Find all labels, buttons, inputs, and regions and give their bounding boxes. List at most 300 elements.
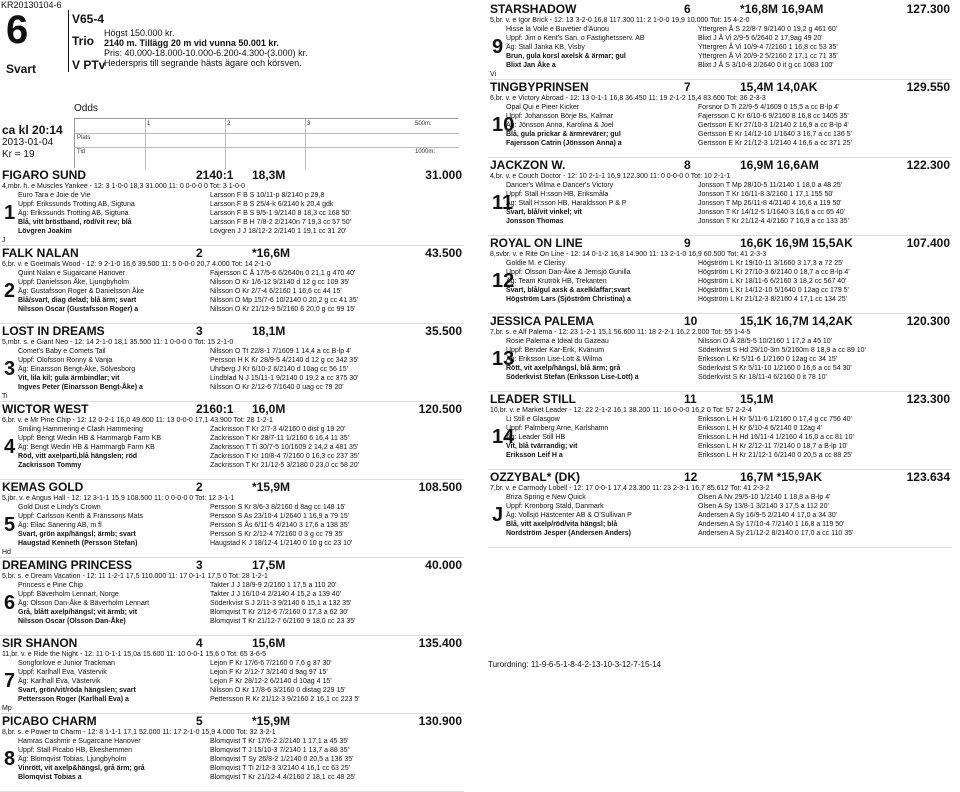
race-history-row: Jonsson T Kr 14/12-5 1/1640 3 16,6 a cc 65 40' [698,209,846,216]
driver-line: Högström Lars (Sjöström Christina) a [506,296,631,303]
horse-info: 6,br. v. e Victory Abroad - 12: 13 0-1-1 16,8 36.450 11: 19 2-1-2 15,4 83.600 Tot: 36 2-3-3 [490,95,766,102]
driver-line: Pettersson Roger (Karlhall Eva) a [18,696,129,703]
race-history-row: Jonsson T Kr 21/12-4 4/2160 7 16,9 a cc 133 35' [698,218,849,225]
breeder-line: Uppf: Johansson Börje Bs, Kalmar [506,113,613,120]
pedigree-block [506,103,696,148]
left-entries [0,168,464,792]
track-code: Ti [2,393,8,400]
race-history-row: Högström L Kr 18/11-6 6/2160 3 18,2 cc 567 40' [698,278,847,285]
horse-name: TINGBYPRINSEN [490,80,589,94]
horse-entry [488,470,952,548]
entry-header [488,392,952,406]
owner-line: Äg: Leader Still HB [506,434,566,441]
horse-entry [488,392,952,470]
post-position: 2 [4,280,16,302]
race-history-row: Nilsson O Kr 21/12-9 5/2160 6 20,0 g cc 99 15' [210,306,356,313]
horse-earnings: 108.500 [418,480,462,494]
track-code: J [2,237,6,244]
pedigree-block [18,503,208,548]
horse-name: ROYAL ON LINE [490,236,583,250]
horse-info: 5,br. s. e Dream Vacation - 12: 11 1-2-1 17,5 110.000 11: 17 0-1-1 17,5 0 Tot: 28 1-2-1 [2,573,268,580]
colors-line: Svart, grön/vit/röda hängslen; svart [18,687,136,694]
horse-record: 16,0M [252,402,286,416]
horse-entry [0,168,464,246]
post-position: 3 [4,358,16,380]
horse-record: *16,6M [252,246,291,260]
dam-line: Quint Nalan e Sugarcane Hanover [18,270,126,277]
entry-header [488,314,952,328]
horse-start-number: 4 [196,636,203,650]
race-history-row: Persson S Kr 8/6-3 8/2160 d 8ag cc 148 15' [210,504,346,511]
horse-earnings: 31.000 [425,168,462,182]
horse-record: *16,8M 16,9AM [740,2,824,16]
entry-header [0,480,464,494]
race-history-row: Blomqvist T Kr 21/12-4 4/2160 2 18,1 cc 48 25' [210,774,356,781]
race-history-row: Jonsson T Mp 28/10-5 11/2140 1 18,0 a 48 25' [698,182,843,189]
horse-info: 6,br. v. e Mr Pine Chip - 12: 12 0-2-1 16,0 49.600 11: 13 0-0-0 17,1 43.900 Tot: 28 1-2-1 [2,417,273,424]
dam-line: Hamras Cashmir e Sugarcane Hanover [18,738,141,745]
pedigree-block [506,415,696,460]
horse-info: 5,br. v. e Igor Brick - 12: 13 3-2-0 16,8 117.300 11: 2 1-0-0 19,9 10.000 Tot: 15 4-2-0 [490,17,750,24]
horse-entry [488,236,952,314]
horse-earnings: 120.300 [906,314,950,328]
race-history-row: Olsen A Sy 13/8-1 3/2140 3 17,5 a 112 20' [698,503,829,510]
breeder-line: Uppf: Erikssunds Trotting AB, Sigtuna [18,201,135,208]
pedigree-block [506,25,696,70]
race-history [210,191,462,236]
race-history [698,259,950,304]
entry-header [488,80,952,94]
colors-line: Vit, blå tvärrandig; vit [506,443,578,450]
horse-name: FIGARO SUND [2,168,86,182]
horse-record: 16,9M 16,6AM [740,158,819,172]
race-history-row: Forsnor D Ti 22/9-5 4/1609 0 15,5 a cc B-lp 4' [698,104,840,111]
horse-info: 4,br. v. e Couch Doctor - 12: 10 2-1-1 16,9 122.300 11: 0 0-0-0 0 Tot: 10 2-1-1 [490,173,731,180]
colors-line: Blå, gula prickar & ärmrevärer; gul [506,131,621,138]
horse-name: LOST IN DREAMS [2,324,105,338]
horse-start-number: 10 [684,314,698,328]
race-history-row: Lindblad N J 15/11-1 9/2140 0 19,2 a cc 375 30' [210,375,359,382]
grid-label-500m: 500m: [415,121,432,127]
horse-info: 6,br. v. e Goetmals Wood - 12: 9 2-1-0 16,6 39.500 11: 5 0-0-0 20,7 4.000 Tot: 14 2-1-0 [2,261,271,268]
driver-line: Lövgren Joakim [18,228,72,235]
horse-start-number: 2 [196,246,203,260]
track-code: Hd [2,549,11,556]
entry-header [0,636,464,650]
race-history-row: Eriksson L Kr 5/11-6 1/2160 0 12ag cc 34 15' [698,356,838,363]
race-history-row: Yttergren Å Vi 10/9-4 7/2160 1 16,8 cc 53 35' [698,44,838,51]
driver-line: Eriksson Leif H a [506,452,563,459]
post-position: 7 [4,670,16,692]
post-position: 5 [4,514,16,536]
entry-header [0,246,464,260]
entry-header [488,158,952,172]
horse-earnings: 135.400 [418,636,462,650]
grid-label-1000m: 1000m: [415,149,436,155]
owner-line: Äg: Blomqvist Tobias, Ljungbyholm [18,756,127,763]
entry-body [488,337,952,391]
horse-earnings: 129.550 [906,80,950,94]
game-label: V65-4 [72,12,105,26]
dam-line: Princess e Pine Chip [18,582,83,589]
race-number: 6 [6,8,29,52]
post-position: 11 [492,192,514,214]
grid-line [145,119,146,169]
race-history-row: Eriksson L H Kr 5/11-6 1/2160 0 17,4 g cc 756 40' [698,416,852,423]
horse-name: SIR SHANON [2,636,78,650]
race-history-row: Larsson F B S 9/5-1 9/2140 8 18,3 cc 168 50' [210,210,351,217]
post-position: 4 [4,436,16,458]
race-history [210,581,462,626]
entry-body [0,659,464,713]
race-history-row: Lövgren J J 18/12-2 2/2140 1 19,1 cc 31 20' [210,228,347,235]
race-history-row: Blomqvist T J 15/10-3 7/2140 1 13,7 a 88 35' [210,747,349,754]
race-history [698,415,950,460]
breeder-line: Uppf: Bengt Wedin HB & Hammargb Farm KB [18,435,162,442]
horse-record: 18,1M [252,324,286,338]
driver-line: Ingves Peter (Einarsson Bengt-Åke) a [18,384,143,391]
grid-label-plats: Plats [77,135,91,141]
horse-earnings: 40.000 [425,558,462,572]
grid-line [305,119,306,169]
horse-start-number: 5 [196,714,203,728]
breeder-line: Uppf: Olsson Dan-Åke & Jernsjö Gunilla [506,269,631,276]
race-label: Svart [6,62,37,76]
driver-line: Zackrisson Tommy [18,462,82,469]
driver-line: Jonsson Thomas [506,218,564,225]
colors-line: Blå/svart, diag delad; blå ärm; svart [18,297,137,304]
horse-info: 8,br. s. e Power to Charm - 12: 8 1-1-1 17,1 52.000 11: 17 2-1-0 15,9 4.000 Tot: 32 3-2-1 [2,729,276,736]
horse-earnings: 122.300 [906,158,950,172]
odds-grid [74,118,458,168]
driver-line: Blomqvist Tobias a [18,774,82,781]
post-position: 10 [492,114,515,136]
horse-name: DREAMING PRINCESS [2,558,133,572]
owner-line: Äg: Eilac Sanering AB, m fl [18,522,102,529]
race-history-row: Takter J J 16/10-4 2/2140 4 15,2 a 139 40' [210,591,341,598]
horse-earnings: 130.900 [418,714,462,728]
entry-header [0,402,464,416]
horse-start-number: 12 [684,470,698,484]
race-history-row: Gertsson E Kr 27/10-3 1/2140 2 16,9 a cc B-lp 4' [698,122,849,129]
horse-entry [0,402,464,480]
track-code: Mp [2,705,12,712]
odds-label: Odds [74,103,98,114]
race-history-row: Yttergren Å S 22/8-7 9/2140 0 19,2 g 461 60' [698,26,838,33]
race-history [210,737,462,782]
race-history-row: Eriksson L H Kr 2/12-11 7/2140 0 18,7 a B-lp 10' [698,443,848,450]
entry-body [0,425,464,479]
race-history-row: Nilsson O Kr 2/7-4 6/2160 1 16,6 cc 44 15' [210,288,342,295]
pedigree-block [18,269,208,314]
horse-record: 17,5M [252,558,286,572]
entry-header [0,714,464,728]
driver-line: Nilsson Oscar (Olsson Dan-Åke) [18,618,126,625]
race-history-row: Yttergren Å Vi 20/9-2 5/2160 2 17,1 cc 71 35' [698,53,838,60]
grid-line [225,119,226,169]
post-position: 14 [492,426,515,448]
colors-line: Röd, vitt axelparti,blå hängslen; röd [18,453,138,460]
horse-entry [0,636,464,714]
race-history-row: Jonsson T Kr 16/11-8 3/2160 1 17,1 155 50' [698,191,834,198]
horse-info: 7,br. s. e Alf Palema - 12: 23 1-2-1 15,1 56.600 11: 18 2-2-1 16,2 2.000 Tot: 55 1-4-5 [490,329,751,336]
owner-line: Äg: Erikssunds Trotting AB, Sigtuna [18,210,129,217]
race-history-row: Zackrisson T Ti 30/7-5 10/1609 2 14,2 a 481 35' [210,444,359,451]
owner-line: Äg: Vollsjö Hästcenter AB & O'Sullivan P [506,512,632,519]
horse-name: JACKZON W. [490,158,566,172]
race-history-row: Högström L Kr 19/10-11 3/1660 3 17,3 a 72 25' [698,260,844,267]
entry-body [488,25,952,79]
dam-line: Euro Tara e Joie de Vie [18,192,91,199]
colors-line: Blå, vitt bröstband, röd/vit rev; blå [18,219,132,226]
horse-entry [488,158,952,236]
horse-start-number: 3 [196,324,203,338]
race-history [210,659,462,704]
colors-line: Svart, blå/vit vinkel; vit [506,209,582,216]
horse-record: 16,7M *15,9AK [740,470,823,484]
pedigree-block [18,659,208,704]
race-history-row: Takter J J 18/9-9 2/2160 1 17,5 a 110 20' [210,582,337,589]
horse-earnings: 107.400 [906,236,950,250]
horse-earnings: 123.300 [906,392,950,406]
race-history-row: Olsen A Nv 29/5-10 1/2140 1 18,8 a B-lp 4' [698,494,831,501]
distance-line: 2140 m. Tillägg 20 m vid vunna 50.001 kr. [104,38,279,48]
entry-header [488,2,952,16]
colors-line: Grå, blått axelp/hängsl; vit ärmb; vit [18,609,138,616]
horse-name: STARSHADOW [490,2,577,16]
horse-start-number: 7 [684,80,691,94]
driver-line: Haugstad Kenneth (Persson Stefan) [18,540,138,547]
owner-line: Äg: Gustafsson Roger & Danielsson Åke [18,288,145,295]
race-history-row: Blomqvist T Kr 17/6-2 2/2140 1 17,1 a 45 35' [210,738,349,745]
owner-line: Äg: Jönsson Anna, Karolina & Joel [506,122,614,129]
race-history-row: Blomqvist T Ti 2/12-3 3/2140 4 16,1 cc 63 25' [210,765,350,772]
horse-earnings: 127.300 [906,2,950,16]
dam-line: Gold Dust e Lindy's Crown [18,504,101,511]
race-history-row: Högström L Kr 27/10-3 6/2140 0 18,7 a cc B-lp 4' [698,269,850,276]
race-history-row: Eriksson L H Kr 21/12-1 6/2140 0 20,5 a cc 88 25' [698,452,853,459]
race-history-row: Persson S Kr 2/12-4 7/2160 0 3 g cc 79 35' [210,531,344,538]
entry-body [0,191,464,245]
horse-info: 10,br. v. e Market Leader - 12: 22 2-1-2 16,1 38.200 11: 16 0-0-0 16,2 0 Tot: 57 2-2-4 [490,407,752,414]
breeder-line: Uppf: Stall Picabo HB, Ekeshemmen [18,747,132,754]
race-history-row: Andersen A Sy 21/12-2 8/2140 0 17,0 a cc 110 35' [698,530,854,537]
horse-entry [488,314,952,392]
post-position: J [492,504,504,526]
entry-body [488,259,952,313]
pedigree-block [506,337,696,382]
race-history-row: Lejon F Kr 17/6-6 7/2160 0 7,6 g 37 30' [210,660,332,667]
grid-line [75,133,459,134]
dam-line: Comet's Baby e Comets Tail [18,348,106,355]
race-history-row: Zackrisson T Kr 2/7-3 4/2160 0 dist g 19 20' [210,426,346,433]
post-position: 1 [4,202,16,224]
horse-record: 16,6K 16,9M 15,5AK [740,236,853,250]
race-history-row: Nilsson O Kr 17/8-6 3/2160 0 distag 229 15' [210,687,346,694]
horse-start-number: 6 [684,2,691,16]
dam-line: Opal Qui e Pieer Kicker [506,104,580,111]
colors-line: Svart, grön axp/hängsl; ärmb; svart [18,531,136,538]
race-history-row: Persson S As 23/10-4 1/2640 1 16,9 a 79 15' [210,513,350,520]
entry-body [0,581,464,635]
grid-label-3: 3 [307,121,311,127]
document-id: KR20130104-6 [1,0,62,10]
entry-header [0,324,464,338]
breeder-line: Uppf: Olofsson Ronny & Vanja [18,357,113,364]
race-history-row: Blomqvist T Sy 26/8-2 1/2140 0 20,5 a 136 35' [210,756,354,763]
breeder-line: Uppf: Bender Kar-Erik, Kvänum [506,347,605,354]
entry-header [0,558,464,572]
pedigree-block [506,259,696,304]
dam-line: Smiling Hammering e Clash Hammering [18,426,143,433]
race-history [210,269,462,314]
race-history-row: Lejon F Kr 2/12-7 3/2140 d 9ag 97 15' [210,669,328,676]
horse-earnings: 123.634 [906,470,950,484]
driver-line: Söderkvist Stefan (Eriksson Lise-Lott) a [506,374,639,381]
owner-line: Äg: Team Krutrök HB, Trekanten [506,278,607,285]
race-history-row: Persson H K Kr 28/9-5 4/2140 d 12 g cc 342 35' [210,357,359,364]
race-history-row: Zackrisson T Kr 10/8-4 7/2160 0 16,3 cc 237 35' [210,453,359,460]
breeder-line: Uppf: Kronborg Stald, Danmark [506,503,604,510]
post-position: 8 [4,748,16,770]
prize-line: Högst 150.000 kr. [104,28,175,38]
colors-line: Svart, blå/gul axsk & axelklaffar;svart [506,287,631,294]
race-history [698,25,950,70]
post-position: 12 [492,270,515,292]
race-history-row: Andersen A Sy 17/10-4 7/2140 1 16,8 a 119 50' [698,521,845,528]
right-entries [488,2,952,548]
race-history-row: Söderkvist S Kr 5/11-10 1/2160 0 16,6 a cc 54 30' [698,365,852,372]
colors-line: Brun, gula korsl axelsk & ärmar; gul [506,53,626,60]
race-history-row: Larsson F B H 7/8-2 2/2140n 7 19,3 cc 57 50' [210,219,352,226]
dam-line: Hisse la Voile e Buvetier d'Aunou [506,26,609,33]
breeder-line: Uppf: Carlsson Kenth & Franssons Mats [18,513,143,520]
horse-earnings: 43.500 [425,246,462,260]
race-history [698,337,950,382]
pedigree-block [18,347,208,392]
colors-line: Vit, lila kil; gula ärmbindlar; vit [18,375,120,382]
post-position: 6 [4,592,16,614]
breeder-line: Uppf: Danielsson Åke, Ljungbyholm [18,279,129,286]
horse-record: *15,9M [252,714,291,728]
horse-start-number: 2160:1 [196,402,234,416]
race-history-row: Zackrisson T Kr 28/7-11 1/2160 6 16,4 11 35' [210,435,349,442]
owner-line: Äg: Stall Janka KB, Visby [506,44,585,51]
breeder-line: Uppf: Bäverholm Lennart, Norge [18,591,119,598]
horse-name: LEADER STILL [490,392,576,406]
horse-info: 8,svbr. v. e Rite On Line - 12: 14 0-1-2 16,8 14.900 11: 13 2-1-0 16,9 60.500 Tot: 41 2-3-3 [490,251,767,258]
race-history-row: Nilsson O Kr 2/12-6 7/1640 0 uag cc 79 20' [210,384,344,391]
track-code: Vi [490,71,497,78]
race-history-row: Högström L Kr 21/12-3 8/2160 4 17,1 cc 134 25' [698,296,847,303]
driver-line: Nilsson Oscar (Gustafsson Roger) a [18,306,139,313]
race-history-row: Söderkvist S J 2/11-3 9/2140 6 15,1 a 132 35' [210,600,352,607]
horse-entry [488,80,952,158]
horse-name: PICABO CHARM [2,714,97,728]
race-history-row: Andersen A Sy 16/9-5 2/2140 4 17,0 a 34 30' [698,512,838,519]
pedigree-block [18,191,208,236]
grid-label-1: 1 [147,121,151,127]
horse-start-number: 11 [684,392,697,406]
horse-start-number: 2 [196,480,203,494]
race-history-row: Lejon F Kr 28/12-2 6/2140 d 10ag 4 15' [210,678,332,685]
horse-entry [0,246,464,324]
race-history-row: Eriksson L H Hd 16/11-4 1/2160 4 16,0 a cc 81 10' [698,434,854,441]
race-history-row: Högström L Kr 14/12-10 5/1640 0 12ag cc 179 5' [698,287,849,294]
driver-line: Fajersson Catrin (Jönsson Anna) a [506,140,622,147]
race-history-row: Gertsson E Kr 14/12-10 1/1640 3 16,7 a cc 136 5' [698,131,852,138]
game-type: Trio [72,34,95,48]
horse-record: 15,1M [740,392,774,406]
breeder-line: Uppf: Karlhall Eva, Västervik [18,669,107,676]
race-history-row: Gertsson E Kr 21/12-3 1/2140 4 16,6 a cc 371 25' [698,140,852,147]
horse-record: 18,3M [252,168,286,182]
horse-entry [0,714,464,792]
horse-start-number: 3 [196,558,203,572]
race-history [210,347,462,392]
horse-start-number: 9 [684,236,691,250]
start-time: ca kl 20:14 [2,123,63,137]
race-history-row: Blixt J Å Vi 2/9-5 6/2640 2 17,9ag 49 20' [698,35,823,42]
horse-start-number: 8 [684,158,691,172]
race-date: 2013-01-04 [2,137,54,148]
race-history-row: Zackrisson T Kr 21/12-5 3/2180 0 23,0 cc 58 20' [210,462,359,469]
race-history-row: Larsson F B S 25/4-k 6/2140 k 20,4 gdk [210,201,334,208]
entry-body [488,181,952,235]
colors-line: Vinrött, vit axelp&hängsl, grå ärm; grå [18,765,145,772]
driver-line: Nordström Jesper (Andersen Anders) [506,530,631,537]
race-history-row: Pettersson R Kr 21/12-3 9/2160 2 16,1 cc 223 5' [210,696,360,703]
colors-line: Blå, vitt axelp/röd/vita hängsl; blå [506,521,618,528]
entry-body [0,347,464,401]
entry-body [0,269,464,323]
horse-name: JESSICA PALEMA [490,314,595,328]
horse-record: 15,6M [252,636,286,650]
dam-line: Li Still e Glasgow [506,416,560,423]
horse-name: WICTOR WEST [2,402,89,416]
horse-info: 7,br. v. e Carmody Lobell - 12: 17 0-0-1 17,4 23.300 11: 23 2-3-1 16,7 85.612 Tot: 41 2-3-2 [490,485,770,492]
race-header [0,0,464,100]
breeder-line: Uppf: Jim o Kent's San. o Fastighetsserv. AB [506,35,645,42]
race-history-row: Blixt J Å S 3/10-8 2/2640 0 it g cc 1083 100' [698,62,834,69]
race-history-row: Jonsson T Mp 26/11-8 4/2140 4 16,6 a 119 50' [698,200,842,207]
owner-line: Äg: Olsson Dan-Åke & Bäverholm Lennart [18,600,150,607]
entry-body [0,737,464,791]
breeder-line: Uppf: Palmberg Arne, Karlshamn [506,425,609,432]
entry-body [488,415,952,469]
race-history [698,181,950,226]
horse-earnings: 35.500 [425,324,462,338]
race-history-row: Nilsson O Kr 1/6-12 9/2140 d 12 g cc 109 35' [210,279,350,286]
prizes-line: Pris: 40.000-18.000-10.000-6.200-4.300-(3.000) kr. [104,48,308,58]
entry-header [488,236,952,250]
horse-earnings: 120.500 [418,402,462,416]
race-history-row: Söderkvist S Kr 18/11-4 6/2160 0 it 78 10' [698,374,827,381]
breeder-line: Uppf: Stall H:sson HB, Eriksmåla [506,191,609,198]
horse-entry [0,558,464,636]
owner-line: Äg: Stall H:sson HB, Haraldsson P & P [506,200,627,207]
entry-body [488,493,952,547]
grid-label-tid: Tid [77,149,86,155]
horse-name: KEMAS GOLD [2,480,84,494]
horse-entry [0,324,464,402]
pedigree-block [18,581,208,626]
pedigree-block [18,737,208,782]
race-history-row: Eriksson L H Kr 6/10-4 6/2140 0 12ag 4' [698,425,823,432]
dam-line: Rosie Palema e Ideal du Gazeau [506,338,609,345]
race-history [698,103,950,148]
race-history-row: Fajersson C Kr 6/10-6 9/2160 8 16,8 cc 1405 35' [698,113,849,120]
